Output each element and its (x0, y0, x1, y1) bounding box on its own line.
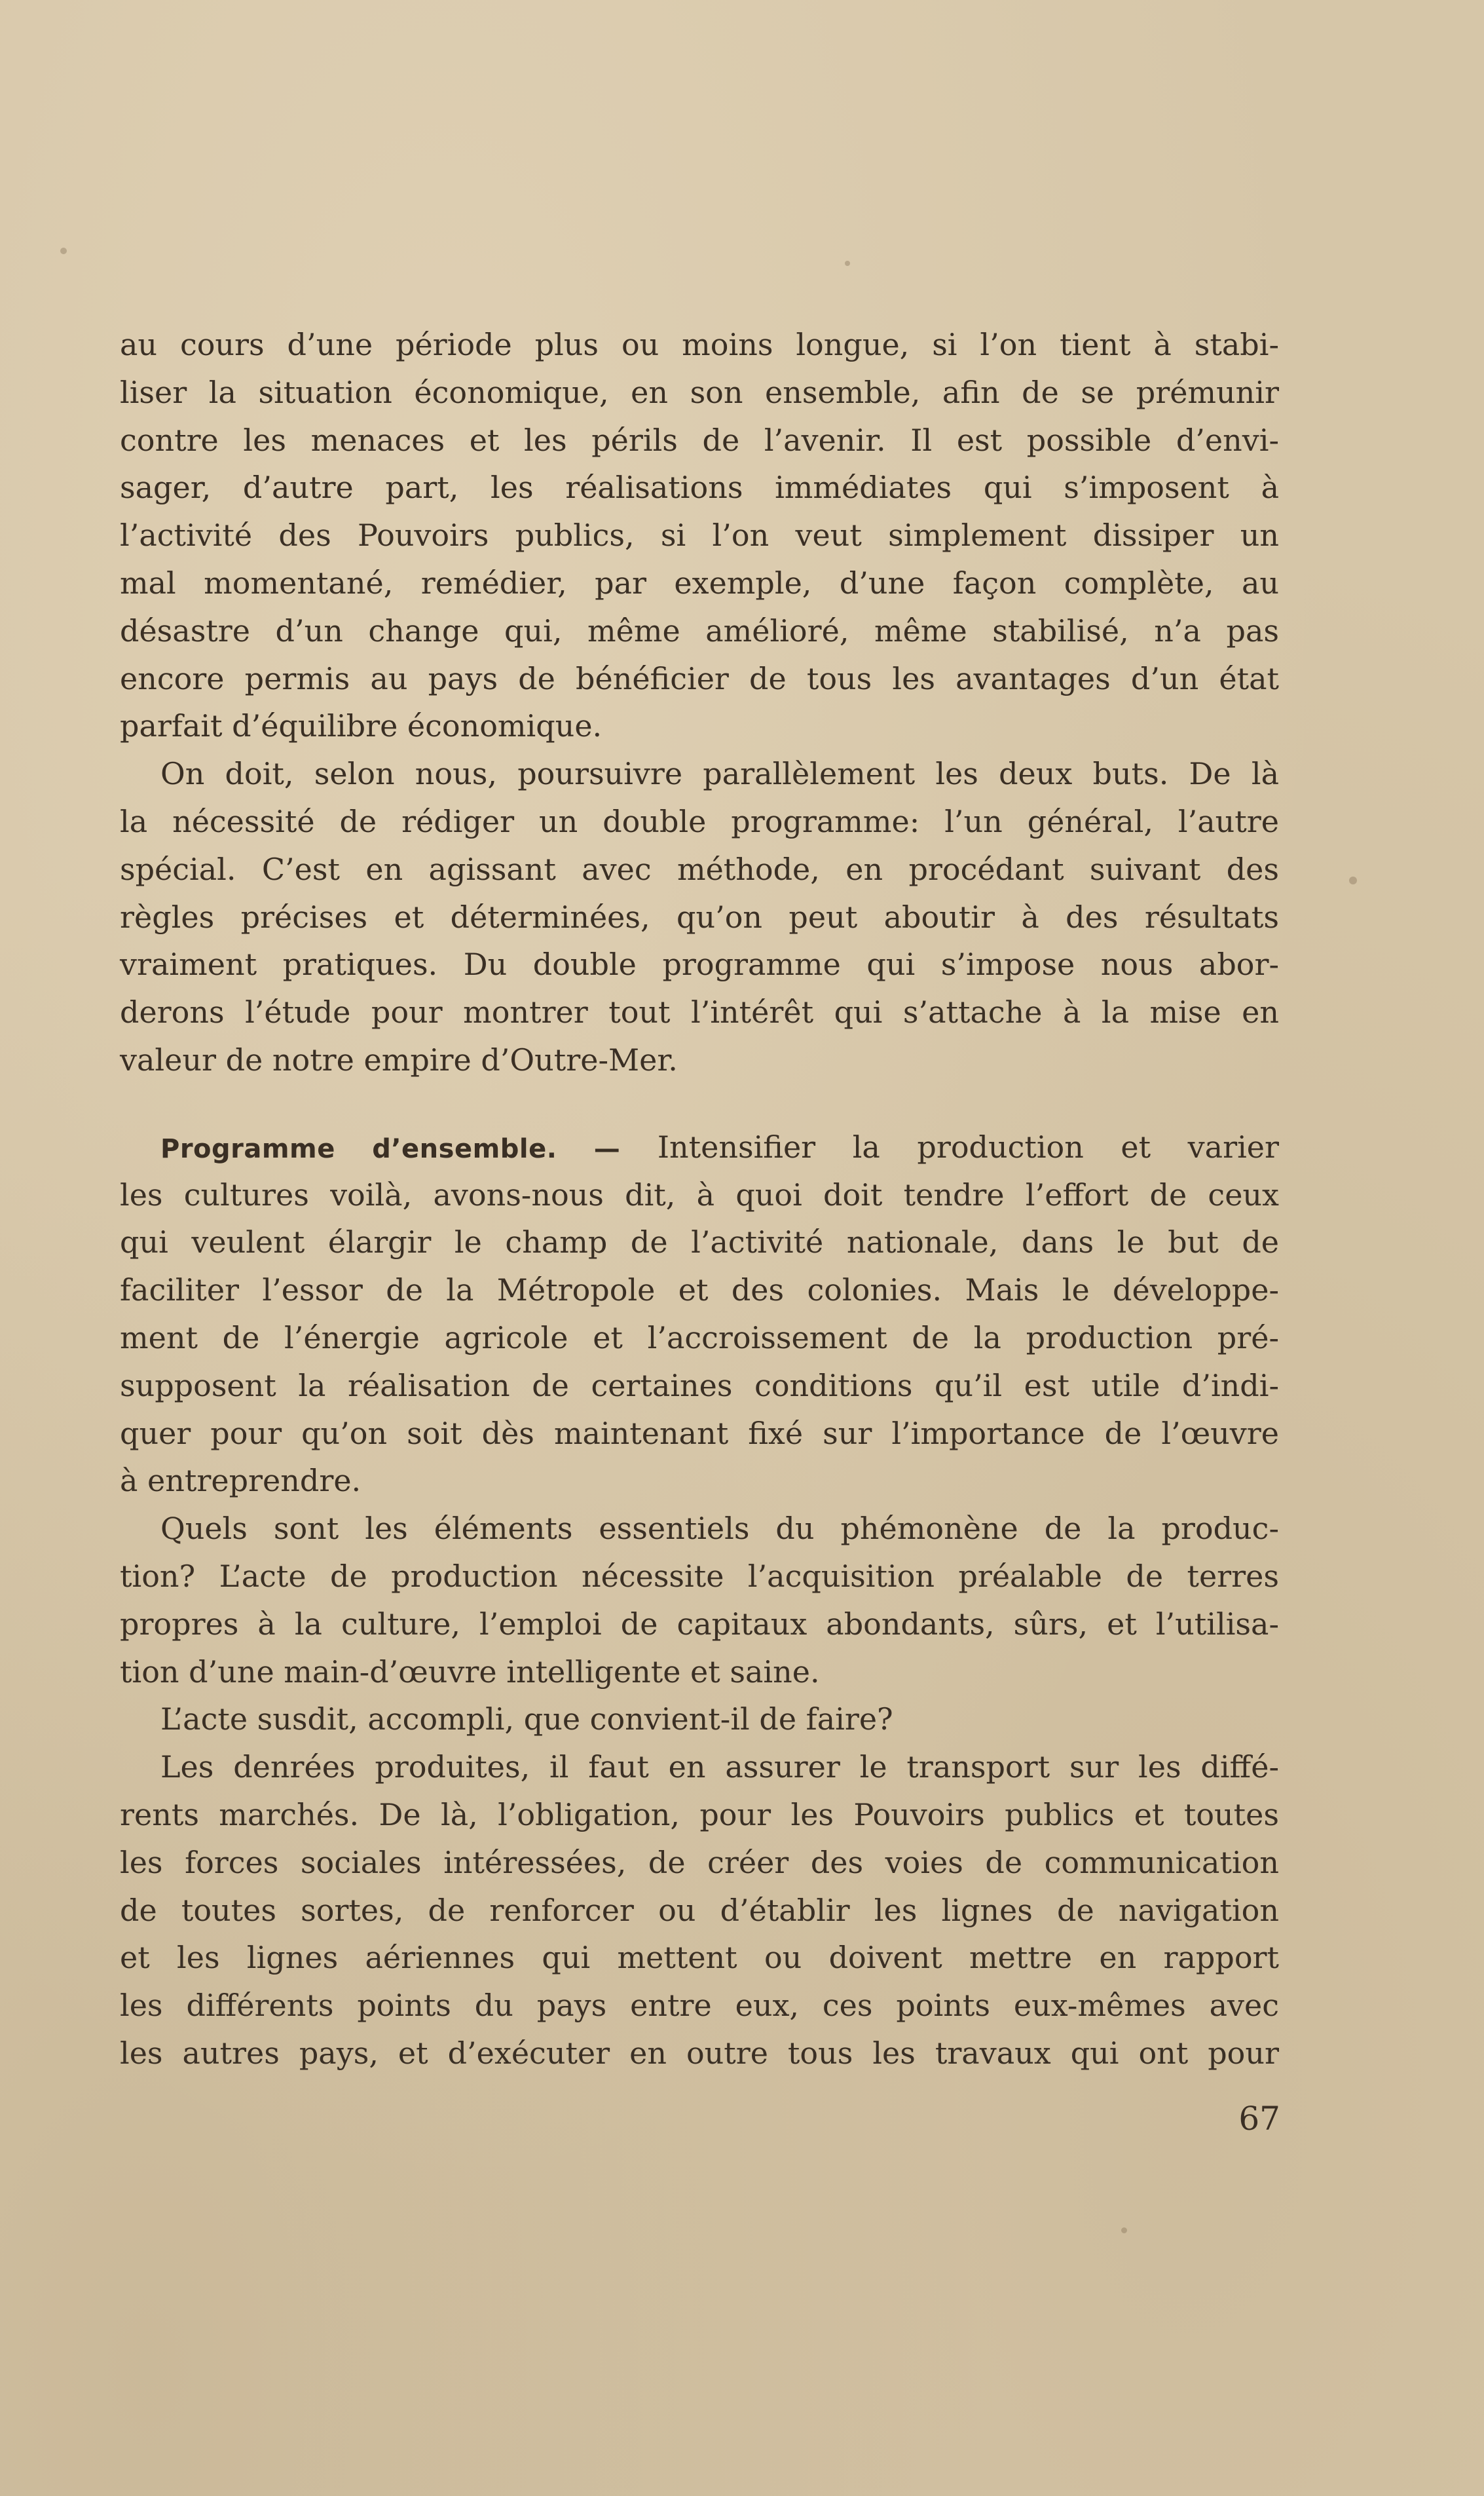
text-line: sager, d’autre part, les réalisations immédiates qui s’imposent à (120, 470, 1279, 506)
text-line: règles précises et déterminées, qu’on peut aboutir à des résultats (120, 899, 1279, 935)
text-line-with-heading (120, 1124, 1279, 1171)
text-line: contre les menaces et les périls de l’avenir. Il est possible d’envi- (120, 422, 1279, 458)
paragraph-1 (120, 321, 1279, 750)
text-line: supposent la réalisation de certaines conditions qu’il est utile d’indi- (120, 1367, 1279, 1403)
text-line: la nécessité de rédiger un double programme: l’un général, l’autre (120, 803, 1279, 839)
section-gap (120, 1084, 1279, 1124)
text-line: les différents points du pays entre eux, ces points eux-mêmes avec (120, 1988, 1279, 2024)
text-line: désastre d’un change qui, même amélioré, même stabilisé, n’a pas (120, 613, 1279, 649)
text-line: rents marchés. De là, l’obligation, pour les Pouvoirs publics et toutes (120, 1796, 1279, 1832)
text-line: liser la situation économique, en son ensemble, afin de se prémunir (120, 374, 1279, 410)
paper-speck (1349, 877, 1357, 884)
text-line: parfait d’équilibre économique. (120, 708, 603, 744)
paper-speck (60, 248, 67, 254)
text-line: On doit, selon nous, poursuivre parallèlement les deux buts. De là (160, 756, 1279, 792)
text-line: encore permis au pays de bénéficier de tous les avantages d’un état (120, 660, 1279, 696)
text-line: qui veulent élargir le champ de l’activité nationale, dans le but de (120, 1224, 1279, 1260)
text-line: les autres pays, et d’exécuter en outre tous les travaux qui ont pour (120, 2035, 1279, 2071)
paragraph-6 (120, 1743, 1279, 2077)
text-line: à entreprendre. (120, 1463, 362, 1499)
text-line: les cultures voilà, avons-nous dit, à quoi doit tendre l’effort de ceux (120, 1177, 1279, 1213)
text-line: faciliter l’essor de la Métropole et des colonies. Mais le développe- (120, 1272, 1279, 1308)
text-line: l’activité des Pouvoirs publics, si l’on veut simplement dissiper un (120, 518, 1279, 554)
text-line: valeur de notre empire d’Outre-Mer. (120, 1042, 678, 1078)
text-line: vraiment pratiques. Du double programme qui s’impose nous abor- (120, 947, 1279, 983)
paragraph-2 (120, 750, 1279, 1084)
section-heading: Programme d’ensemble. — (160, 1133, 621, 1164)
text-run: Intensifier la production et varier (657, 1129, 1279, 1165)
text-line: tion d’une main-d’œuvre intelligente et saine. (120, 1654, 820, 1690)
body-text (120, 321, 1279, 2077)
text-line: tion? L’acte de production nécessite l’acquisition préalable de terres (120, 1558, 1279, 1594)
text-line: derons l’étude pour montrer tout l’intérêt qui s’attache à la mise en (120, 994, 1279, 1031)
text-line: Quels sont les éléments essentiels du phémonène de la produc- (160, 1511, 1279, 1547)
paragraph-4 (120, 1505, 1279, 1695)
text-line: les forces sociales intéressées, de créer des voies de communication (120, 1844, 1279, 1880)
text-line: quer pour qu’on soit dès maintenant fixé sur l’importance de l’œuvre (120, 1415, 1279, 1451)
text-line: Les denrées produites, il faut en assurer le transport sur les diffé- (160, 1749, 1279, 1785)
text-line: spécial. C’est en agissant avec méthode, en procédant suivant des (120, 851, 1279, 887)
text-line: L’acte susdit, accompli, que convient-il de faire? (160, 1701, 893, 1737)
page-number: 67 (1238, 2100, 1280, 2138)
text-line: de toutes sortes, de renforcer ou d’établir les lignes de navigation (120, 1892, 1279, 1928)
paragraph-3 (120, 1124, 1279, 1505)
text-line: ment de l’énergie agricole et l’accroissement de la production pré- (120, 1319, 1279, 1355)
text-line: mal momentané, remédier, par exemple, d’une façon complète, au (120, 565, 1279, 601)
paper-speck (1121, 2227, 1127, 2233)
text-line: et les lignes aériennes qui mettent ou doivent mettre en rapport (120, 1940, 1279, 1976)
paper-speck (845, 261, 850, 266)
paragraph-5 (120, 1695, 1279, 1743)
text-line: propres à la culture, l’emploi de capitaux abondants, sûrs, et l’utilisa- (120, 1606, 1279, 1642)
text-line: au cours d’une période plus ou moins longue, si l’on tient à stabi- (120, 327, 1279, 362)
